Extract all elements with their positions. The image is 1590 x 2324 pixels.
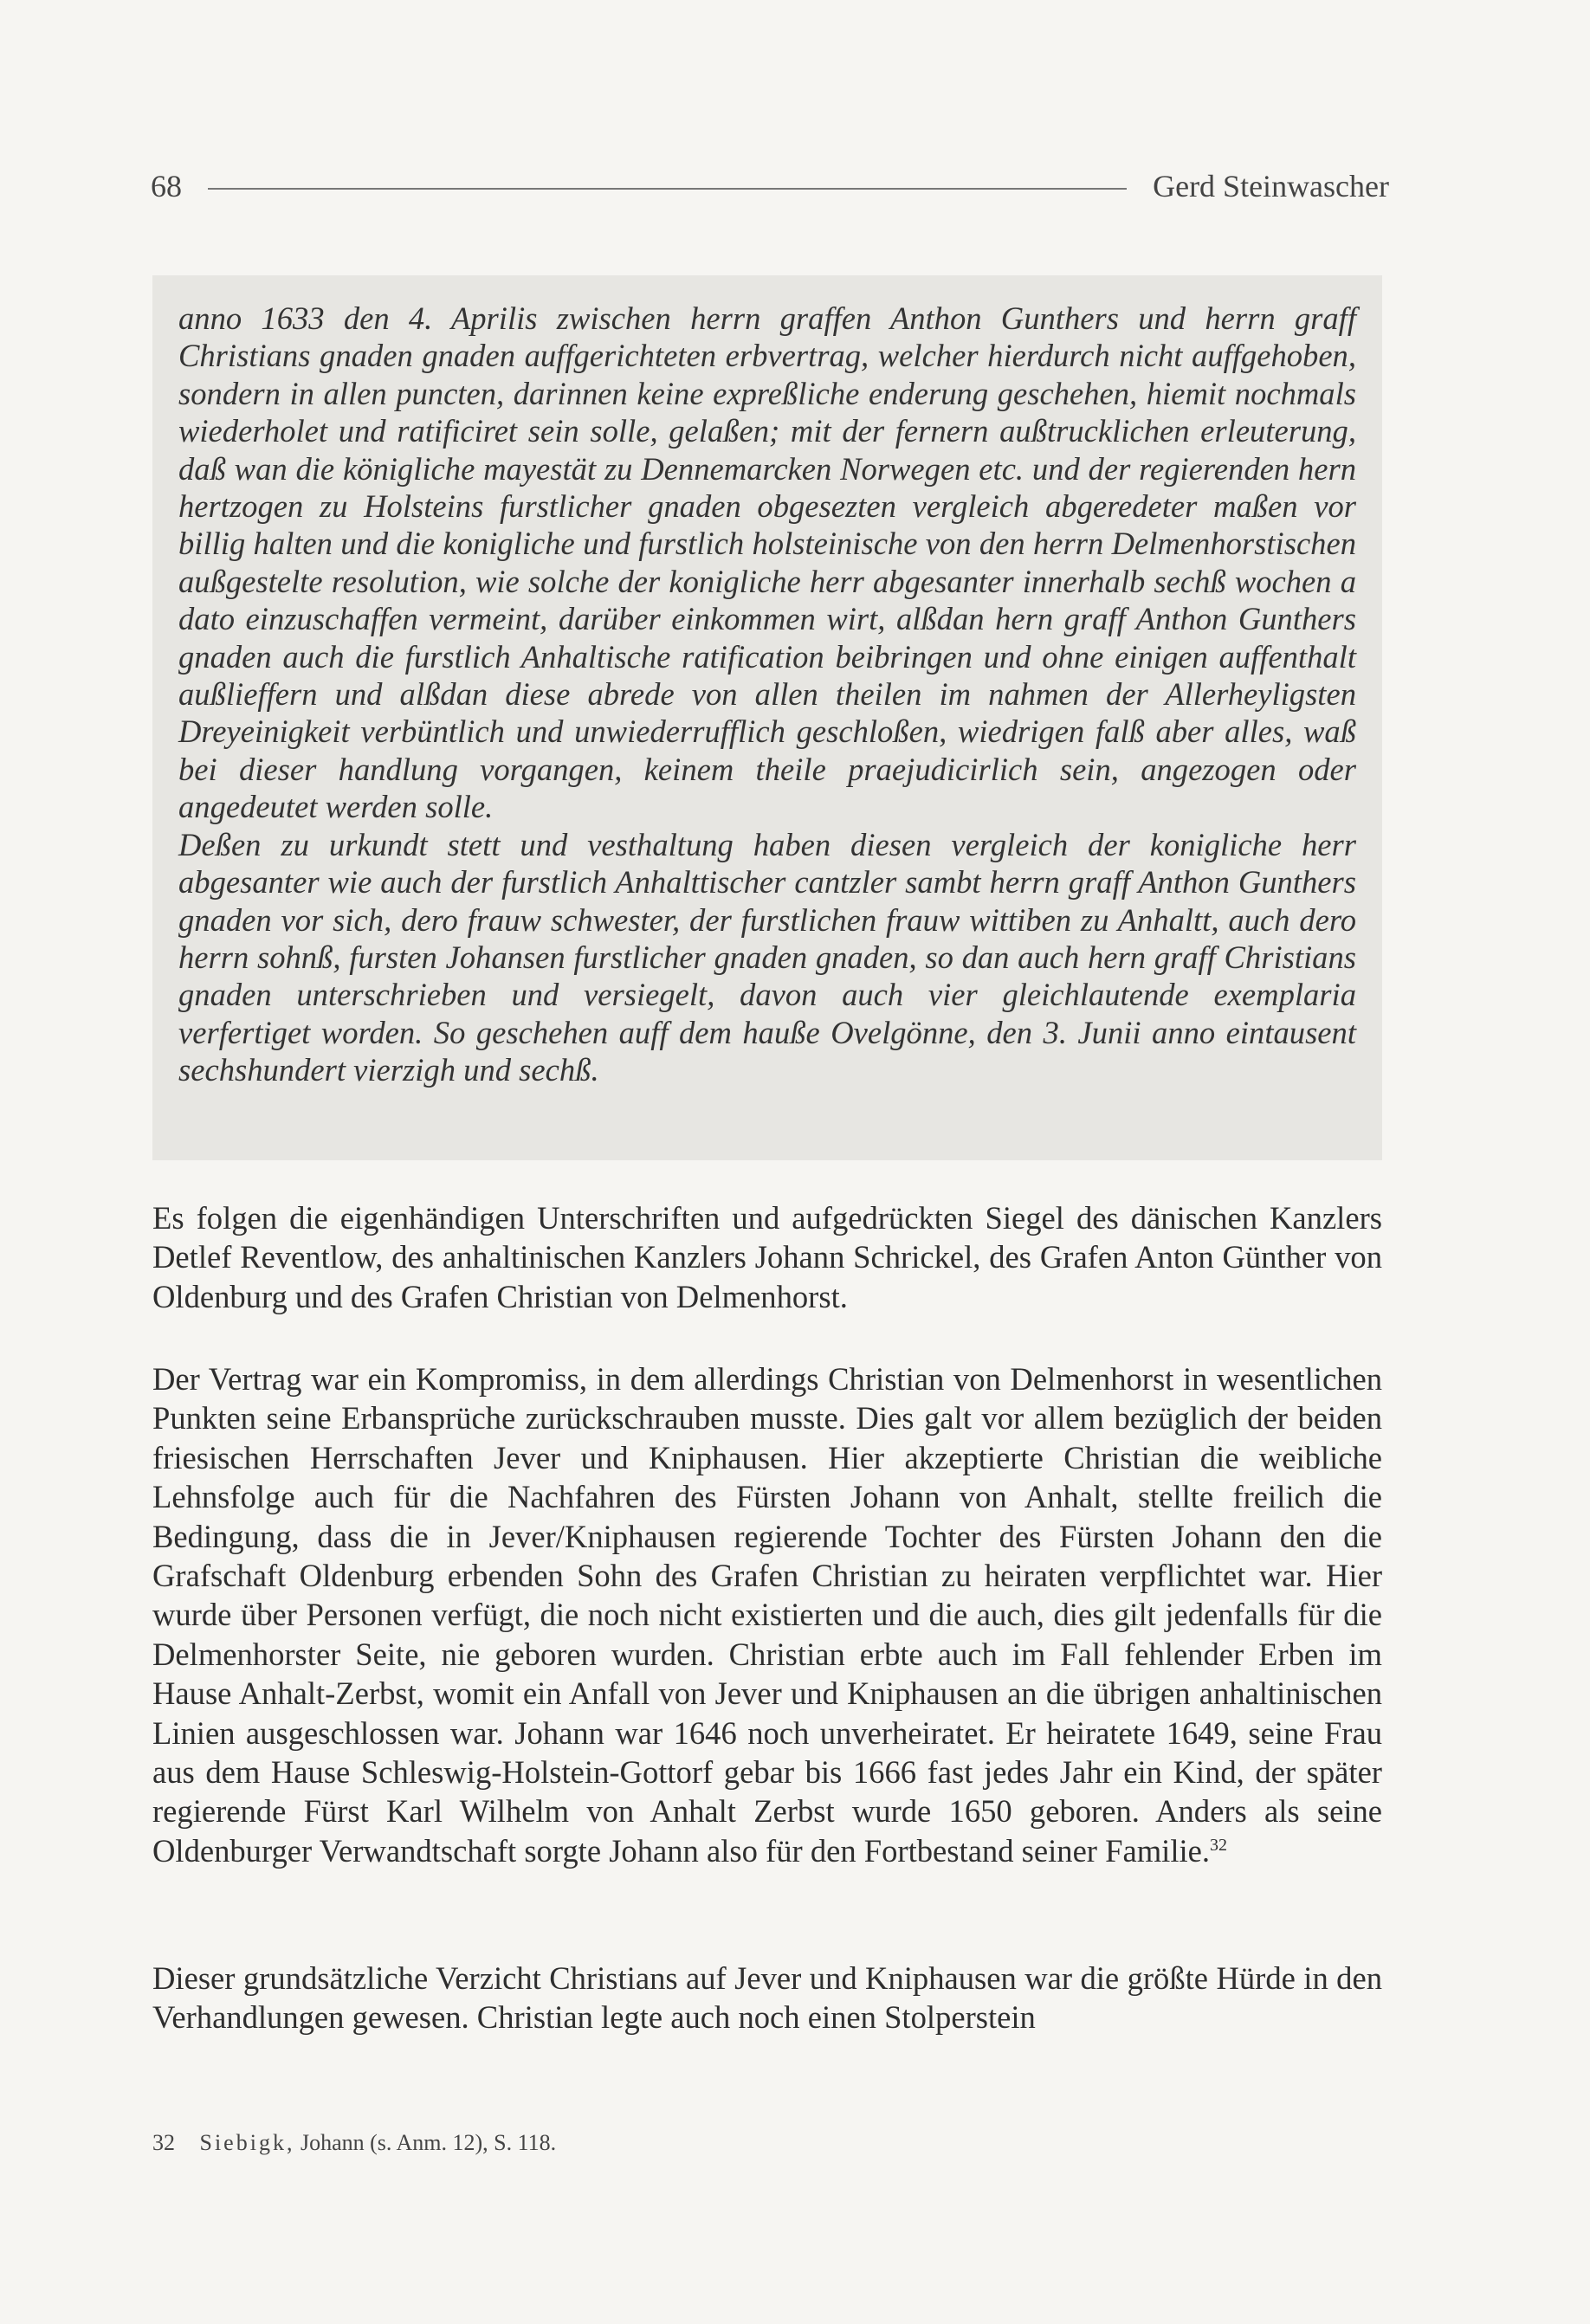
body-paragraph-signatures	[152, 1198, 1382, 1316]
footnote-text: Johann (s. Anm. 12), S. 118.	[300, 2130, 557, 2155]
body-paragraph-2-text: Der Vertrag war ein Kompromiss, in dem allerdings Christian von Delmenhorst in wesentlichen Punkten seine Erbansprüche zurückschrauben musste. Dies galt vor allem bezüglich der beiden friesischen Herrschaften Jever und Kniphausen. Hier akzeptierte Christian die weibliche Lehnsfolge auch für die Nachfahren des Fürsten Johann von Anhalt, stellte freilich die Bedingung, dass die in Jever/Kniphausen regierende Tochter des Fürsten Johann den die Grafschaft Oldenburg erbenden Sohn des Grafen Christian zu heiraten verpflichtet war. Hier wurde über Personen verfügt, die noch nicht existierten und die auch, dies gilt jedenfalls für die Delmenhorster Seite, nie geboren wurden. Christian erbte auch im Fall fehlender Erben im Hause Anhalt-Zerbst, womit ein Anfall von Jever und Kniphausen an die übrigen anhaltinischen Linien ausgeschlossen war. Johann war 1646 noch unverheiratet. Er heiratete 1649, seine Frau aus dem Hause Schleswig-Holstein-Gottorf gebar bis 1666 fast jedes Jahr ein Kind, der später regierende Fürst Karl Wilhelm von Anhalt Zerbst wurde 1650 geboren. Anders als seine Oldenburger Verwandtschaft sorgte Johann also für den Fortbestand seiner Familie.	[152, 1361, 1382, 1869]
body-paragraph-3: Dieser grundsätzliche Verzicht Christians auf Jever und Kniphausen war die größte Hürde in den Verhandlungen gewesen. Christian legte auch noch einen Stolperstein	[152, 1960, 1382, 2036]
body-paragraph-2	[152, 1359, 1382, 1870]
header-author: Gerd Steinwascher	[1153, 169, 1389, 203]
header-rule	[208, 188, 1127, 190]
page-number: 68	[151, 169, 182, 203]
body-paragraph-renunciation	[152, 1959, 1382, 2037]
source-quote-block	[152, 275, 1382, 1160]
body-paragraph-compromise	[152, 1359, 1382, 1870]
quote-paragraph-2: Deßen zu urkundt stett und vesthaltung haben diesen vergleich der konigliche herr abgesanter wie auch der furstlich Anhalttischer cantzler sambt herrn graff Anthon Gunthers gnaden vor sich, dero frauw schwester, der furstlichen frauw wittiben zu Anhaltt, auch dero herrn sohnß, fursten Johansen furstlicher gnaden gnaden, so dan auch hern graff Christians gnaden unterschrieben und versiegelt, davon auch vier gleichlautende exemplaria verfertiget worden. So geschehen auff dem hauße Ovelgönne, den 3. Junii anno eintausent sechshundert vierzigh und sechß.	[178, 826, 1356, 1088]
footnote	[152, 2130, 1382, 2156]
footnote-reference[interactable]: 32	[1210, 1835, 1228, 1855]
footnote-number: 32	[152, 2130, 175, 2155]
body-paragraph-1: Es folgen die eigenhändigen Unterschriften und aufgedrückten Siegel des dänischen Kanzlers Detlef Reventlow, des anhaltinischen Kanzlers Johann Schrickel, des Grafen Anton Günther von Oldenburg und des Grafen Christian von Delmenhorst.	[152, 1200, 1382, 1314]
running-header	[151, 165, 1389, 208]
quote-paragraph-1: anno 1633 den 4. Aprilis zwischen herrn graffen Anthon Gunthers und herrn graff Christians gnaden gnaden auffgerichteten erbvertrag, welcher hierdurch nicht auffgehoben, sondern in allen puncten, darinnen keine expreßliche enderung geschehen, hiemit nochmals wiederholet und ratificiret sein solle, gelaßen; mit der fernern außtrucklichen erleuterung, daß wan die königliche mayestät zu Dennemarcken Norwegen etc. und der regierenden hern hertzogen zu Holsteins furstlicher gnaden obgesezten vergleich abgeredeter maßen vor billig halten und die konigliche und furstlich holsteinische von den herrn Delmenhorstischen außgestelte resolution, wie solche der konigliche herr abgesanter innerhalb sechß wochen a dato einzuschaffen vermeint, darüber einkommen wirt, alßdan hern graff Anthon Gunthers gnaden auch die furstlich Anhaltische ratification beibringen und ohne einigen auffenthalt außlieffern und alßdan diese abrede von allen theilen im nahmen der Allerheyligsten Dreyeinigkeit verbüntlich und unwiederrufflich geschloßen, wiedrigen falß aber alles, waß bei dieser handlung vorgangen, keinem theile praejudicirlich sein, angezogen oder angedeutet werden solle.	[178, 300, 1356, 825]
footnote-author: Siebigk,	[199, 2130, 295, 2155]
